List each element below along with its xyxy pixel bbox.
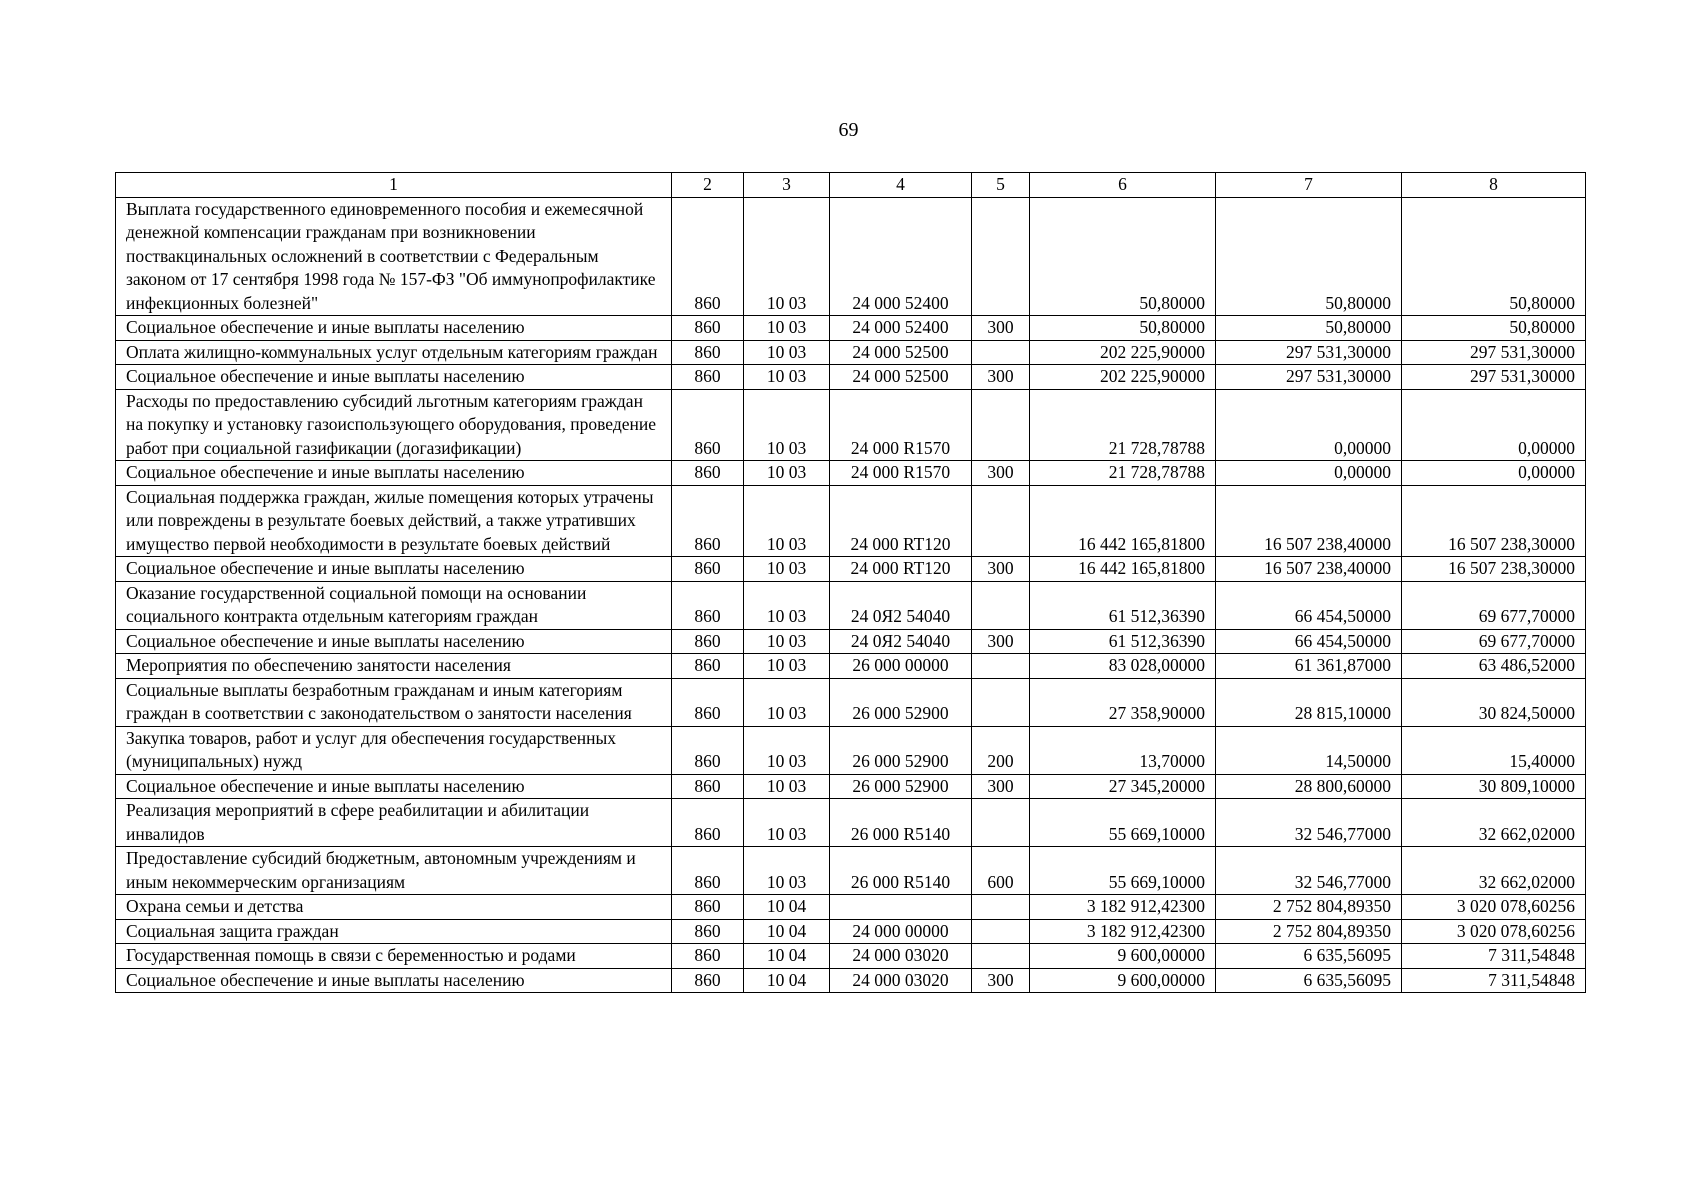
table-row [116, 847, 1586, 895]
admin-code-cell: 860 [672, 799, 744, 847]
amount-cell: 32 546,77000 [1216, 847, 1402, 895]
section-code-cell: 10 04 [744, 968, 830, 993]
amount-cell: 30 824,50000 [1402, 678, 1586, 726]
admin-code-cell: 860 [672, 944, 744, 969]
amount-cell: 0,00000 [1402, 389, 1586, 461]
section-code-cell: 10 03 [744, 774, 830, 799]
amount-cell: 297 531,30000 [1402, 365, 1586, 390]
item-name-cell: Оказание государственной социальной помощи на основании социального контракта отдельным категориям граждан [116, 581, 672, 629]
expense-type-cell: 300 [972, 629, 1030, 654]
column-header: 6 [1030, 173, 1216, 198]
item-name-cell: Социальные выплаты безработным гражданам и иным категориям граждан в соответствии с законодательством о занятости населения [116, 678, 672, 726]
expense-type-cell [972, 581, 1030, 629]
admin-code-cell: 860 [672, 654, 744, 679]
item-name-cell: Социальное обеспечение и иные выплаты населению [116, 365, 672, 390]
table-row [116, 316, 1586, 341]
table-row [116, 461, 1586, 486]
amount-cell: 32 546,77000 [1216, 799, 1402, 847]
amount-cell: 16 507 238,40000 [1216, 485, 1402, 557]
section-code-cell: 10 03 [744, 557, 830, 582]
column-header: 3 [744, 173, 830, 198]
item-name-cell: Предоставление субсидий бюджетным, автономным учреждениям и иным некоммерческим организациям [116, 847, 672, 895]
table-row [116, 654, 1586, 679]
amount-cell: 3 182 912,42300 [1030, 919, 1216, 944]
item-name-cell: Социальная защита граждан [116, 919, 672, 944]
section-code-cell: 10 04 [744, 944, 830, 969]
expense-type-cell [972, 654, 1030, 679]
amount-cell: 14,50000 [1216, 726, 1402, 774]
amount-cell: 16 442 165,81800 [1030, 485, 1216, 557]
table-row [116, 389, 1586, 461]
amount-cell: 16 507 238,30000 [1402, 557, 1586, 582]
amount-cell: 13,70000 [1030, 726, 1216, 774]
item-name-cell: Социальное обеспечение и иные выплаты населению [116, 557, 672, 582]
item-name-cell: Закупка товаров, работ и услуг для обеспечения государственных (муниципальных) нужд [116, 726, 672, 774]
target-article-cell: 24 000 52400 [830, 316, 972, 341]
amount-cell: 21 728,78788 [1030, 389, 1216, 461]
expense-type-cell: 300 [972, 365, 1030, 390]
section-code-cell: 10 03 [744, 389, 830, 461]
admin-code-cell: 860 [672, 389, 744, 461]
section-code-cell: 10 04 [744, 919, 830, 944]
amount-cell: 3 020 078,60256 [1402, 919, 1586, 944]
amount-cell: 27 358,90000 [1030, 678, 1216, 726]
column-header: 2 [672, 173, 744, 198]
amount-cell: 7 311,54848 [1402, 944, 1586, 969]
item-name-cell: Мероприятия по обеспечению занятости населения [116, 654, 672, 679]
admin-code-cell: 860 [672, 365, 744, 390]
target-article-cell: 24 0Я2 54040 [830, 629, 972, 654]
amount-cell: 32 662,02000 [1402, 847, 1586, 895]
expense-type-cell [972, 389, 1030, 461]
section-code-cell: 10 03 [744, 847, 830, 895]
expense-type-cell [972, 340, 1030, 365]
budget-table [115, 172, 1586, 993]
item-name-cell: Выплата государственного единовременного пособия и ежемесячной денежной компенсации гражданам при возникновении поствакцинальных осложнений в соответствии с Федеральным законом от 17 сентября 1998 года № 157-ФЗ "Об иммунопрофилактике инфекционных болезней" [116, 197, 672, 316]
target-article-cell: 24 000 00000 [830, 919, 972, 944]
table-body [116, 197, 1586, 993]
expense-type-cell: 300 [972, 461, 1030, 486]
table-row [116, 629, 1586, 654]
expense-type-cell: 300 [972, 557, 1030, 582]
amount-cell: 69 677,70000 [1402, 629, 1586, 654]
table-row [116, 197, 1586, 316]
item-name-cell: Социальное обеспечение и иные выплаты населению [116, 461, 672, 486]
target-article-cell: 26 000 52900 [830, 678, 972, 726]
column-header: 5 [972, 173, 1030, 198]
target-article-cell: 24 000 52400 [830, 197, 972, 316]
section-code-cell: 10 03 [744, 581, 830, 629]
target-article-cell: 26 000 52900 [830, 726, 972, 774]
target-article-cell: 26 000 R5140 [830, 847, 972, 895]
table-row [116, 485, 1586, 557]
column-header: 8 [1402, 173, 1586, 198]
expense-type-cell [972, 197, 1030, 316]
amount-cell: 32 662,02000 [1402, 799, 1586, 847]
amount-cell: 0,00000 [1402, 461, 1586, 486]
amount-cell: 50,80000 [1402, 316, 1586, 341]
item-name-cell: Охрана семьи и детства [116, 895, 672, 920]
item-name-cell: Расходы по предоставлению субсидий льготным категориям граждан на покупку и установку газоиспользующего оборудования, проведение работ при социальной газификации (догазификации) [116, 389, 672, 461]
amount-cell: 16 507 238,30000 [1402, 485, 1586, 557]
amount-cell: 6 635,56095 [1216, 944, 1402, 969]
section-code-cell: 10 03 [744, 799, 830, 847]
table-row [116, 581, 1586, 629]
amount-cell: 21 728,78788 [1030, 461, 1216, 486]
amount-cell: 7 311,54848 [1402, 968, 1586, 993]
amount-cell: 50,80000 [1030, 197, 1216, 316]
admin-code-cell: 860 [672, 557, 744, 582]
admin-code-cell: 860 [672, 581, 744, 629]
expense-type-cell [972, 895, 1030, 920]
section-code-cell: 10 03 [744, 461, 830, 486]
amount-cell: 28 800,60000 [1216, 774, 1402, 799]
section-code-cell: 10 03 [744, 340, 830, 365]
admin-code-cell: 860 [672, 197, 744, 316]
admin-code-cell: 860 [672, 968, 744, 993]
column-header: 7 [1216, 173, 1402, 198]
item-name-cell: Социальное обеспечение и иные выплаты населению [116, 968, 672, 993]
amount-cell: 50,80000 [1402, 197, 1586, 316]
expense-type-cell: 300 [972, 968, 1030, 993]
table-row [116, 895, 1586, 920]
section-code-cell: 10 03 [744, 197, 830, 316]
amount-cell: 66 454,50000 [1216, 629, 1402, 654]
target-article-cell: 24 000 52500 [830, 365, 972, 390]
target-article-cell: 26 000 R5140 [830, 799, 972, 847]
expense-type-cell: 300 [972, 774, 1030, 799]
target-article-cell: 24 000 03020 [830, 968, 972, 993]
item-name-cell: Государственная помощь в связи с беременностью и родами [116, 944, 672, 969]
item-name-cell: Социальное обеспечение и иные выплаты населению [116, 316, 672, 341]
admin-code-cell: 860 [672, 678, 744, 726]
admin-code-cell: 860 [672, 774, 744, 799]
amount-cell: 297 531,30000 [1216, 365, 1402, 390]
amount-cell: 0,00000 [1216, 461, 1402, 486]
expense-type-cell: 200 [972, 726, 1030, 774]
section-code-cell: 10 03 [744, 485, 830, 557]
amount-cell: 61 361,87000 [1216, 654, 1402, 679]
section-code-cell: 10 03 [744, 678, 830, 726]
section-code-cell: 10 03 [744, 365, 830, 390]
target-article-cell: 26 000 52900 [830, 774, 972, 799]
page-number: 69 [838, 119, 859, 141]
amount-cell: 50,80000 [1216, 197, 1402, 316]
table-row [116, 944, 1586, 969]
section-code-cell: 10 03 [744, 316, 830, 341]
amount-cell: 2 752 804,89350 [1216, 919, 1402, 944]
column-header: 1 [116, 173, 672, 198]
table-row [116, 799, 1586, 847]
table-row [116, 774, 1586, 799]
header-row [116, 173, 1586, 198]
expense-type-cell: 600 [972, 847, 1030, 895]
section-code-cell: 10 03 [744, 654, 830, 679]
amount-cell: 3 020 078,60256 [1402, 895, 1586, 920]
amount-cell: 16 442 165,81800 [1030, 557, 1216, 582]
table-row [116, 919, 1586, 944]
amount-cell: 30 809,10000 [1402, 774, 1586, 799]
admin-code-cell: 860 [672, 726, 744, 774]
admin-code-cell: 860 [672, 919, 744, 944]
amount-cell: 50,80000 [1216, 316, 1402, 341]
amount-cell: 55 669,10000 [1030, 799, 1216, 847]
target-article-cell: 24 000 R1570 [830, 461, 972, 486]
table-row [116, 726, 1586, 774]
section-code-cell: 10 03 [744, 629, 830, 654]
target-article-cell: 24 000 52500 [830, 340, 972, 365]
table-row [116, 678, 1586, 726]
admin-code-cell: 860 [672, 847, 744, 895]
target-article-cell: 24 000 RT120 [830, 485, 972, 557]
amount-cell: 61 512,36390 [1030, 581, 1216, 629]
expense-type-cell [972, 944, 1030, 969]
amount-cell: 15,40000 [1402, 726, 1586, 774]
amount-cell: 6 635,56095 [1216, 968, 1402, 993]
table-row [116, 557, 1586, 582]
amount-cell: 50,80000 [1030, 316, 1216, 341]
amount-cell: 28 815,10000 [1216, 678, 1402, 726]
expense-type-cell [972, 799, 1030, 847]
section-code-cell: 10 04 [744, 895, 830, 920]
expense-type-cell [972, 485, 1030, 557]
amount-cell: 27 345,20000 [1030, 774, 1216, 799]
target-article-cell [830, 895, 972, 920]
amount-cell: 3 182 912,42300 [1030, 895, 1216, 920]
table-row [116, 365, 1586, 390]
target-article-cell: 24 000 03020 [830, 944, 972, 969]
amount-cell: 83 028,00000 [1030, 654, 1216, 679]
target-article-cell: 24 000 R1570 [830, 389, 972, 461]
amount-cell: 0,00000 [1216, 389, 1402, 461]
column-header: 4 [830, 173, 972, 198]
table-row [116, 340, 1586, 365]
amount-cell: 297 531,30000 [1402, 340, 1586, 365]
amount-cell: 16 507 238,40000 [1216, 557, 1402, 582]
admin-code-cell: 860 [672, 629, 744, 654]
item-name-cell: Социальное обеспечение и иные выплаты населению [116, 629, 672, 654]
section-code-cell: 10 03 [744, 726, 830, 774]
admin-code-cell: 860 [672, 340, 744, 365]
amount-cell: 66 454,50000 [1216, 581, 1402, 629]
admin-code-cell: 860 [672, 485, 744, 557]
item-name-cell: Социальная поддержка граждан, жилые помещения которых утрачены или повреждены в результате боевых действий, а также утративших имущество первой необходимости в результате боевых действий [116, 485, 672, 557]
expense-type-cell: 300 [972, 316, 1030, 341]
admin-code-cell: 860 [672, 895, 744, 920]
expense-type-cell [972, 678, 1030, 726]
amount-cell: 9 600,00000 [1030, 944, 1216, 969]
amount-cell: 69 677,70000 [1402, 581, 1586, 629]
table-row [116, 968, 1586, 993]
admin-code-cell: 860 [672, 461, 744, 486]
amount-cell: 61 512,36390 [1030, 629, 1216, 654]
amount-cell: 9 600,00000 [1030, 968, 1216, 993]
amount-cell: 202 225,90000 [1030, 365, 1216, 390]
target-article-cell: 26 000 00000 [830, 654, 972, 679]
amount-cell: 297 531,30000 [1216, 340, 1402, 365]
amount-cell: 202 225,90000 [1030, 340, 1216, 365]
item-name-cell: Реализация мероприятий в сфере реабилитации и абилитации инвалидов [116, 799, 672, 847]
amount-cell: 55 669,10000 [1030, 847, 1216, 895]
amount-cell: 2 752 804,89350 [1216, 895, 1402, 920]
admin-code-cell: 860 [672, 316, 744, 341]
item-name-cell: Оплата жилищно-коммунальных услуг отдельным категориям граждан [116, 340, 672, 365]
target-article-cell: 24 000 RT120 [830, 557, 972, 582]
amount-cell: 63 486,52000 [1402, 654, 1586, 679]
expense-type-cell [972, 919, 1030, 944]
item-name-cell: Социальное обеспечение и иные выплаты населению [116, 774, 672, 799]
target-article-cell: 24 0Я2 54040 [830, 581, 972, 629]
